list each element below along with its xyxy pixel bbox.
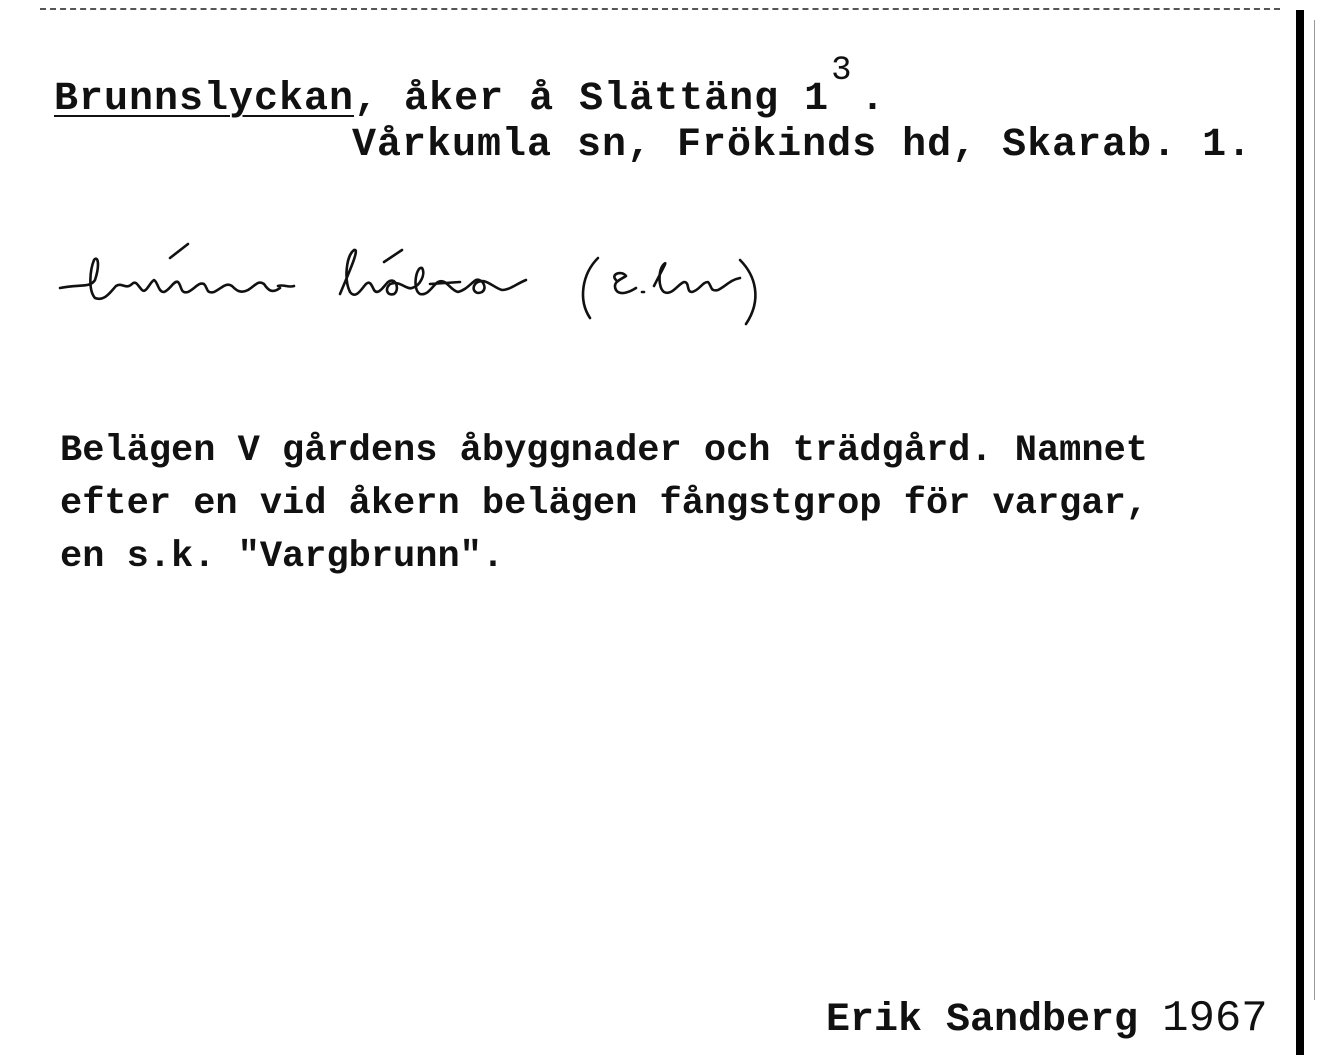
handwritten-pronunciation [50,230,810,340]
card-right-edge [1296,10,1304,1055]
body-line: Belägen V gårdens åbyggnader och trädgård. Namnet [60,430,1148,472]
place-name: Brunnslyckan [54,77,355,122]
heading-description: , åker å Slättäng 1 [354,77,830,122]
card-top-edge [40,8,1280,10]
signature [826,994,1268,1044]
heading-superscript: 3 [831,52,853,90]
body-line: efter en vid åkern belägen fångstgrop för vargar, [60,483,1148,525]
body-line: en s.k. "Vargbrunn". [60,536,505,578]
card-body [60,425,1148,584]
location-line: Vårkumla sn, Frökinds hd, Skarab. 1. [352,123,1253,168]
card-right-edge-shadow [1314,20,1315,1000]
card-heading [54,52,886,122]
signature-name: Erik Sandberg [826,998,1139,1043]
heading-period: . [860,77,886,122]
handwriting-text: brúnslöka (E.Bu) [50,338,58,339]
signature-year: 1967 [1162,994,1268,1044]
